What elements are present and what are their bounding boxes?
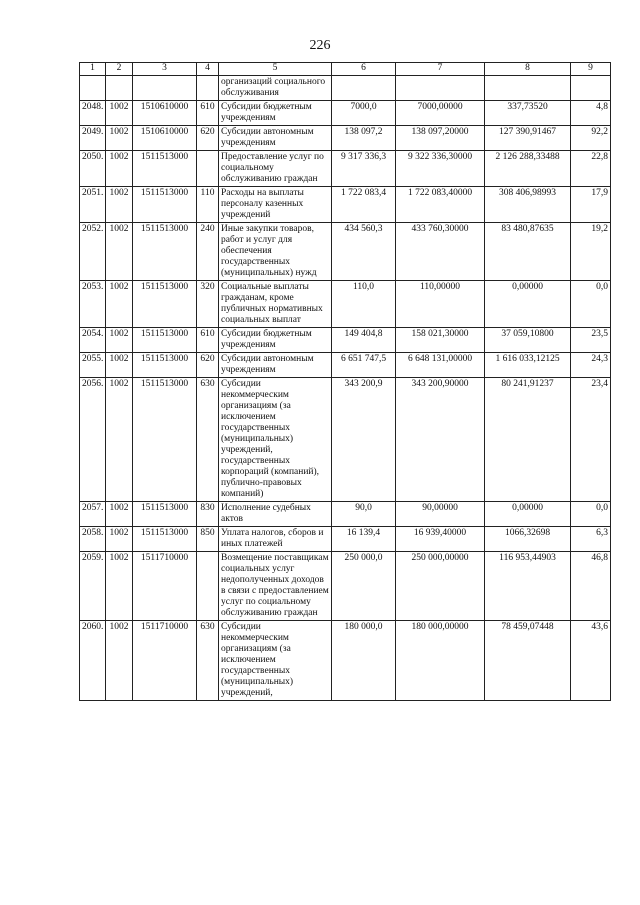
target-article-cell: 1511513000 [133, 328, 197, 353]
approved-amount-cell: 1 722 083,4 [332, 187, 396, 223]
item-name-cell: Субсидии некоммерческим организациям (за исключением государственных (муниципальных) учреждений, [219, 621, 332, 701]
approved-amount-cell [332, 76, 396, 101]
approved-amount-cell: 9 317 336,3 [332, 151, 396, 187]
approved-amount-cell: 16 139,4 [332, 527, 396, 552]
approved-amount-cell: 343 200,9 [332, 378, 396, 502]
target-article-cell: 1511513000 [133, 378, 197, 502]
execution-percent-cell: 43,6 [571, 621, 611, 701]
column-header: 7 [396, 63, 485, 76]
page-number: 226 [309, 38, 331, 53]
table-row [80, 223, 611, 281]
approved-amount-cell: 138 097,2 [332, 126, 396, 151]
target-article-cell: 1511513000 [133, 502, 197, 527]
executed-amount-cell: 83 480,87635 [485, 223, 571, 281]
row-number-cell: 2058. [80, 527, 106, 552]
item-name-cell: Расходы на выплаты персоналу казенных учреждений [219, 187, 332, 223]
expense-type-cell: 110 [197, 187, 219, 223]
budget-list-amount-cell: 158 021,30000 [396, 328, 485, 353]
budget-list-amount-cell: 250 000,00000 [396, 552, 485, 621]
item-name-cell: Субсидии автономным учреждениям [219, 126, 332, 151]
row-number-cell: 2054. [80, 328, 106, 353]
section-code-cell: 1002 [106, 527, 133, 552]
table-row [80, 552, 611, 621]
executed-amount-cell: 116 953,44903 [485, 552, 571, 621]
row-number-cell: 2057. [80, 502, 106, 527]
section-code-cell: 1002 [106, 223, 133, 281]
table-row [80, 527, 611, 552]
item-name-cell: организаций социального обслуживания [219, 76, 332, 101]
approved-amount-cell: 250 000,0 [332, 552, 396, 621]
budget-list-amount-cell: 343 200,90000 [396, 378, 485, 502]
expense-type-cell: 240 [197, 223, 219, 281]
item-name-cell: Уплата налогов, сборов и иных платежей [219, 527, 332, 552]
column-header: 9 [571, 63, 611, 76]
approved-amount-cell: 6 651 747,5 [332, 353, 396, 378]
expense-type-cell: 630 [197, 378, 219, 502]
budget-execution-table [79, 62, 611, 701]
expense-type-cell: 610 [197, 101, 219, 126]
row-number-cell: 2053. [80, 281, 106, 328]
row-number-cell: 2052. [80, 223, 106, 281]
section-code-cell: 1002 [106, 353, 133, 378]
table-row [80, 187, 611, 223]
expense-type-cell: 830 [197, 502, 219, 527]
budget-list-amount-cell: 6 648 131,00000 [396, 353, 485, 378]
execution-percent-cell: 19,2 [571, 223, 611, 281]
target-article-cell: 1510610000 [133, 101, 197, 126]
executed-amount-cell: 1 616 033,12125 [485, 353, 571, 378]
target-article-cell: 1511513000 [133, 527, 197, 552]
target-article-cell: 1510610000 [133, 126, 197, 151]
row-number-cell: 2060. [80, 621, 106, 701]
table-row [80, 353, 611, 378]
target-article-cell: 1511513000 [133, 187, 197, 223]
budget-list-amount-cell: 7000,00000 [396, 101, 485, 126]
table-row [80, 76, 611, 101]
row-number-cell: 2049. [80, 126, 106, 151]
expense-type-cell [197, 76, 219, 101]
executed-amount-cell [485, 76, 571, 101]
row-number-cell: 2056. [80, 378, 106, 502]
column-number-row [80, 63, 611, 76]
approved-amount-cell: 180 000,0 [332, 621, 396, 701]
section-code-cell [106, 76, 133, 101]
expense-type-cell: 320 [197, 281, 219, 328]
section-code-cell: 1002 [106, 378, 133, 502]
budget-list-amount-cell: 110,00000 [396, 281, 485, 328]
target-article-cell [133, 76, 197, 101]
item-name-cell: Субсидии автономным учреждениям [219, 353, 332, 378]
column-header: 8 [485, 63, 571, 76]
table-row [80, 101, 611, 126]
executed-amount-cell: 80 241,91237 [485, 378, 571, 502]
target-article-cell: 1511710000 [133, 621, 197, 701]
section-code-cell: 1002 [106, 552, 133, 621]
item-name-cell: Субсидии бюджетным учреждениям [219, 328, 332, 353]
column-header: 5 [219, 63, 332, 76]
column-header: 1 [80, 63, 106, 76]
expense-type-cell [197, 151, 219, 187]
section-code-cell: 1002 [106, 126, 133, 151]
item-name-cell: Возмещение поставщикам социальных услуг недополученных доходов в связи с предоставлением услуг по социальному обслуживанию граждан [219, 552, 332, 621]
item-name-cell: Субсидии некоммерческим организациям (за исключением государственных (муниципальных) учреждений, государственных корпораций (компаний), публично-правовых компаний) [219, 378, 332, 502]
expense-type-cell: 620 [197, 126, 219, 151]
table-body [80, 76, 611, 701]
item-name-cell: Социальные выплаты гражданам, кроме публичных нормативных социальных выплат [219, 281, 332, 328]
budget-list-amount-cell: 1 722 083,40000 [396, 187, 485, 223]
budget-list-amount-cell: 138 097,20000 [396, 126, 485, 151]
execution-percent-cell: 6,3 [571, 527, 611, 552]
expense-type-cell [197, 552, 219, 621]
table-row [80, 378, 611, 502]
execution-percent-cell: 92,2 [571, 126, 611, 151]
table-row [80, 126, 611, 151]
column-header: 3 [133, 63, 197, 76]
expense-type-cell: 620 [197, 353, 219, 378]
execution-percent-cell: 0,0 [571, 502, 611, 527]
item-name-cell: Иные закупки товаров, работ и услуг для обеспечения государственных (муниципальных) нужд [219, 223, 332, 281]
executed-amount-cell: 0,00000 [485, 281, 571, 328]
executed-amount-cell: 337,73520 [485, 101, 571, 126]
section-code-cell: 1002 [106, 151, 133, 187]
executed-amount-cell: 127 390,91467 [485, 126, 571, 151]
row-number-cell: 2051. [80, 187, 106, 223]
budget-list-amount-cell: 433 760,30000 [396, 223, 485, 281]
executed-amount-cell: 1066,32698 [485, 527, 571, 552]
section-code-cell: 1002 [106, 621, 133, 701]
column-header: 4 [197, 63, 219, 76]
section-code-cell: 1002 [106, 502, 133, 527]
budget-list-amount-cell: 9 322 336,30000 [396, 151, 485, 187]
table-row [80, 502, 611, 527]
section-code-cell: 1002 [106, 187, 133, 223]
execution-percent-cell: 23,5 [571, 328, 611, 353]
target-article-cell: 1511710000 [133, 552, 197, 621]
table-row [80, 281, 611, 328]
execution-percent-cell: 4,8 [571, 101, 611, 126]
execution-percent-cell: 23,4 [571, 378, 611, 502]
section-code-cell: 1002 [106, 328, 133, 353]
executed-amount-cell: 37 059,10800 [485, 328, 571, 353]
execution-percent-cell: 22,8 [571, 151, 611, 187]
approved-amount-cell: 434 560,3 [332, 223, 396, 281]
execution-percent-cell: 24,3 [571, 353, 611, 378]
row-number-cell: 2055. [80, 353, 106, 378]
approved-amount-cell: 110,0 [332, 281, 396, 328]
execution-percent-cell: 0,0 [571, 281, 611, 328]
item-name-cell: Исполнение судебных актов [219, 502, 332, 527]
expense-type-cell: 630 [197, 621, 219, 701]
section-code-cell: 1002 [106, 101, 133, 126]
target-article-cell: 1511513000 [133, 223, 197, 281]
expense-type-cell: 610 [197, 328, 219, 353]
row-number-cell [80, 76, 106, 101]
execution-percent-cell: 46,8 [571, 552, 611, 621]
table-row [80, 151, 611, 187]
execution-percent-cell [571, 76, 611, 101]
approved-amount-cell: 90,0 [332, 502, 396, 527]
executed-amount-cell: 308 406,98993 [485, 187, 571, 223]
budget-list-amount-cell [396, 76, 485, 101]
budget-list-amount-cell: 16 939,40000 [396, 527, 485, 552]
budget-list-amount-cell: 90,00000 [396, 502, 485, 527]
column-header: 6 [332, 63, 396, 76]
budget-list-amount-cell: 180 000,00000 [396, 621, 485, 701]
executed-amount-cell: 2 126 288,33488 [485, 151, 571, 187]
expense-type-cell: 850 [197, 527, 219, 552]
approved-amount-cell: 149 404,8 [332, 328, 396, 353]
executed-amount-cell: 78 459,07448 [485, 621, 571, 701]
table-row [80, 328, 611, 353]
execution-percent-cell: 17,9 [571, 187, 611, 223]
target-article-cell: 1511513000 [133, 353, 197, 378]
item-name-cell: Субсидии бюджетным учреждениям [219, 101, 332, 126]
row-number-cell: 2050. [80, 151, 106, 187]
approved-amount-cell: 7000,0 [332, 101, 396, 126]
table-row [80, 621, 611, 701]
row-number-cell: 2059. [80, 552, 106, 621]
item-name-cell: Предоставление услуг по социальному обслуживанию граждан [219, 151, 332, 187]
target-article-cell: 1511513000 [133, 151, 197, 187]
column-header: 2 [106, 63, 133, 76]
row-number-cell: 2048. [80, 101, 106, 126]
executed-amount-cell: 0,00000 [485, 502, 571, 527]
section-code-cell: 1002 [106, 281, 133, 328]
target-article-cell: 1511513000 [133, 281, 197, 328]
